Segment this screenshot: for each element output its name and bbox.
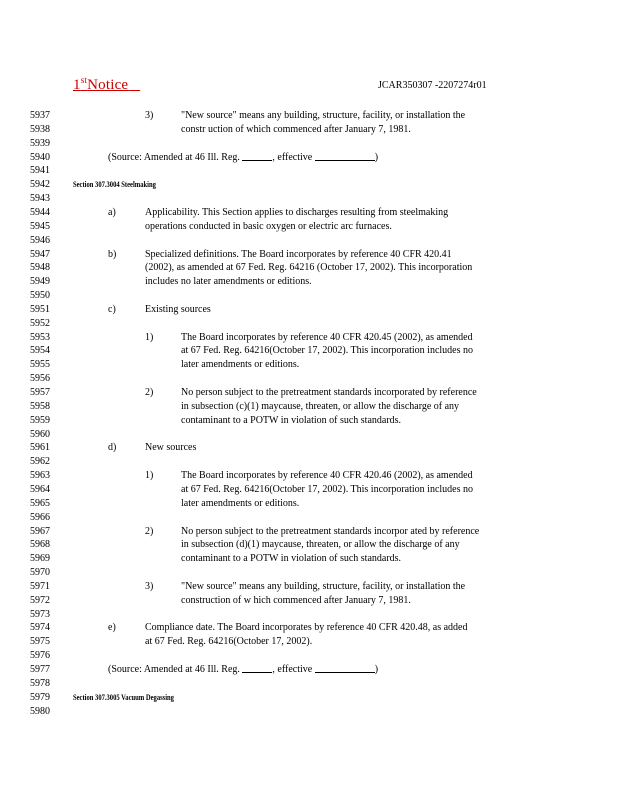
line-number: 5975 xyxy=(30,636,50,648)
line-number: 5950 xyxy=(30,290,50,302)
section-heading: Section 307.3005 Vacuum Degassing xyxy=(73,692,174,702)
document-line xyxy=(0,635,618,649)
line-text: operations conducted in basic oxygen or electric arc furnaces. xyxy=(145,220,392,232)
line-text: "New source" means any building, structure, facility, or installation the xyxy=(181,580,466,592)
line-number: 5939 xyxy=(30,137,50,149)
line-number: 5951 xyxy=(30,303,50,315)
line-number: 5962 xyxy=(30,456,50,468)
line-number: 5946 xyxy=(30,234,50,246)
document-line xyxy=(0,386,618,400)
line-number: 5948 xyxy=(30,262,50,274)
line-text: later amendments or editions. xyxy=(181,497,300,509)
line-number: 5978 xyxy=(30,677,50,689)
line-text: Existing sources xyxy=(145,303,211,315)
register-page-blank xyxy=(242,151,272,161)
line-text: (2002), as amended at 67 Fed. Reg. 64216 (October 17, 2002). This incorporation xyxy=(145,262,473,274)
line-number: 5941 xyxy=(30,165,50,177)
line-text: 3) xyxy=(145,580,154,592)
line-number: 5945 xyxy=(30,220,50,232)
document-line xyxy=(0,137,618,151)
line-number: 5959 xyxy=(30,414,50,426)
line-text: New sources xyxy=(145,442,197,454)
line-number: 5971 xyxy=(30,580,50,592)
source-note xyxy=(108,151,378,165)
document-reference: JCAR350307 -2207274r01 xyxy=(378,80,487,91)
line-text: at 67 Fed. Reg. 64216(October 17, 2002). xyxy=(145,636,313,648)
document-line xyxy=(0,261,618,275)
line-text: e) xyxy=(108,622,116,634)
document-line xyxy=(0,469,618,483)
line-text: 3) xyxy=(145,110,154,121)
line-number: 5956 xyxy=(30,373,50,385)
source-note-mid: , effective xyxy=(272,664,315,675)
source-note-mid: , effective xyxy=(272,151,315,163)
source-note-text: (Source: Amended at 46 Ill. Reg. xyxy=(108,664,243,675)
document-line xyxy=(0,192,618,206)
line-text: 1) xyxy=(145,331,154,343)
line-text: contaminant to a POTW in violation of such standards. xyxy=(181,414,402,426)
document-line xyxy=(0,275,618,289)
document-line xyxy=(0,594,618,608)
line-text: later amendments or editions. xyxy=(181,359,300,371)
line-number: 5973 xyxy=(30,608,50,620)
document-line xyxy=(0,455,618,469)
source-note-end: ) xyxy=(374,664,379,675)
line-text: Specialized definitions. The Board incorporates by reference 40 CFR 420.41 xyxy=(145,248,452,260)
line-number: 5970 xyxy=(30,567,50,579)
line-text: Applicability. This Section applies to discharges resulting from steelmaking xyxy=(145,206,449,218)
line-number: 5953 xyxy=(30,331,50,343)
line-number: 5979 xyxy=(30,691,50,703)
document-line xyxy=(0,608,618,622)
document-line xyxy=(0,109,618,123)
line-text: includes no later amendments or editions. xyxy=(145,276,312,288)
document-line xyxy=(0,497,618,511)
section-heading: Section 307.3004 Steelmaking xyxy=(73,180,156,190)
line-number: 5958 xyxy=(30,400,50,412)
document-line xyxy=(0,248,618,262)
document-line xyxy=(0,344,618,358)
line-number: 5943 xyxy=(30,193,50,205)
line-number: 5954 xyxy=(30,345,50,357)
document-line xyxy=(0,372,618,386)
source-note xyxy=(108,663,378,677)
line-number: 5947 xyxy=(30,248,50,260)
notice-ordinal: st xyxy=(80,75,88,85)
line-number: 5955 xyxy=(30,359,50,371)
notice-title xyxy=(73,75,140,94)
document-line xyxy=(0,331,618,345)
document-line xyxy=(0,580,618,594)
line-text: "New source" means any building, structure, facility, or installation the xyxy=(181,110,466,121)
document-line xyxy=(0,206,618,220)
line-text: The Board incorporates by reference 40 CFR 420.45 (2002), as amended xyxy=(181,331,473,343)
document-line xyxy=(0,400,618,414)
document-line xyxy=(0,691,618,705)
line-number: 5938 xyxy=(30,123,50,135)
document-line xyxy=(0,677,618,691)
line-text: a) xyxy=(108,206,116,218)
line-text: 2) xyxy=(145,525,154,537)
line-number: 5980 xyxy=(30,705,50,717)
document-line xyxy=(0,649,618,663)
line-text: 1) xyxy=(145,470,154,482)
document-line xyxy=(0,303,618,317)
line-number: 5944 xyxy=(30,206,50,218)
line-text: No person subject to the pretreatment standards incorporated by reference xyxy=(181,387,477,398)
line-text: No person subject to the pretreatment standards incorpor ated by reference xyxy=(181,525,480,537)
line-number: 5968 xyxy=(30,539,50,551)
line-text: at 67 Fed. Reg. 64216(October 17, 2002). This incorporation includes no xyxy=(181,345,473,357)
line-number: 5963 xyxy=(30,470,50,482)
document-line xyxy=(0,220,618,234)
document-line xyxy=(0,525,618,539)
line-number: 5966 xyxy=(30,511,50,523)
line-number: 5972 xyxy=(30,594,50,606)
document-line xyxy=(0,538,618,552)
document-line xyxy=(0,428,618,442)
document-line xyxy=(0,566,618,580)
line-text: contaminant to a POTW in violation of such standards. xyxy=(181,553,402,565)
line-text: at 67 Fed. Reg. 64216(October 17, 2002). This incorporation includes no xyxy=(181,483,473,495)
line-number: 5937 xyxy=(30,110,50,121)
source-note-end: ) xyxy=(374,151,379,163)
document-line xyxy=(0,705,618,719)
line-number: 5974 xyxy=(30,622,50,634)
line-number: 5940 xyxy=(30,151,50,163)
line-number: 5960 xyxy=(30,428,50,440)
document-line xyxy=(0,552,618,566)
line-number: 5977 xyxy=(30,664,50,675)
line-number: 5961 xyxy=(30,442,50,454)
line-number: 5942 xyxy=(30,179,50,191)
line-number: 5967 xyxy=(30,525,50,537)
document-line xyxy=(0,511,618,525)
document-line xyxy=(0,289,618,303)
line-number: 5957 xyxy=(30,387,50,398)
document-line xyxy=(0,164,618,178)
line-text: in subsection (d)(1) maycause, threaten, or allow the discharge of any xyxy=(181,539,460,551)
document-line xyxy=(0,123,618,137)
document-line xyxy=(0,441,618,455)
source-note-text: (Source: Amended at 46 Ill. Reg. xyxy=(108,151,243,163)
line-text: 2) xyxy=(145,387,154,398)
line-number: 5964 xyxy=(30,483,50,495)
line-text: b) xyxy=(108,248,117,260)
document-line xyxy=(0,178,618,192)
line-text: d) xyxy=(108,442,117,454)
effective-date-blank xyxy=(315,151,375,161)
line-text: c) xyxy=(108,303,116,315)
line-number: 5949 xyxy=(30,276,50,288)
line-text: construction of w hich commenced after January 7, 1981. xyxy=(181,594,411,606)
line-number: 5952 xyxy=(30,317,50,329)
register-page-blank xyxy=(242,663,272,673)
line-text: in subsection (c)(1) maycause, threaten, or allow the discharge of any xyxy=(181,400,460,412)
document-line xyxy=(0,358,618,372)
document-line xyxy=(0,621,618,635)
document-line xyxy=(0,414,618,428)
line-number: 5965 xyxy=(30,497,50,509)
notice-number: 1 xyxy=(73,77,81,93)
effective-date-blank xyxy=(315,663,375,673)
line-number: 5969 xyxy=(30,553,50,565)
document-line xyxy=(0,234,618,248)
line-text: constr uction of which commenced after January 7, 1981. xyxy=(181,123,411,135)
line-text: The Board incorporates by reference 40 CFR 420.46 (2002), as amended xyxy=(181,470,473,482)
line-text: Compliance date. The Board incorporates by reference 40 CFR 420.48, as added xyxy=(145,622,468,634)
document-line xyxy=(0,151,618,165)
document-line xyxy=(0,317,618,331)
document-line xyxy=(0,483,618,497)
notice-word: Notice xyxy=(87,77,129,93)
document-line xyxy=(0,663,618,677)
line-number: 5976 xyxy=(30,650,50,662)
